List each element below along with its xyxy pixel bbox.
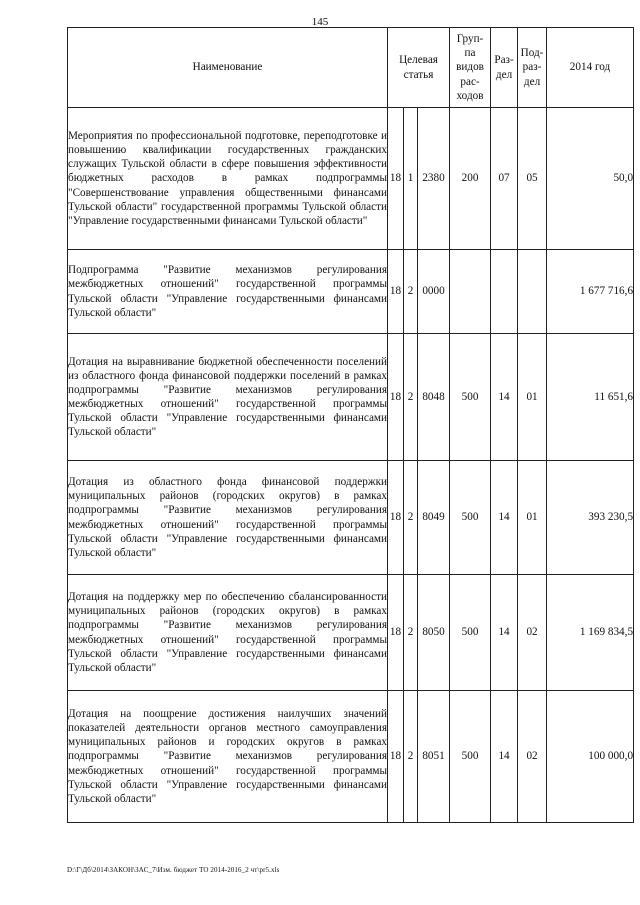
section: 14 xyxy=(491,691,518,823)
table-row xyxy=(68,691,634,823)
header-subsection-text: Под-раз-дел xyxy=(520,47,544,88)
header-group-text: Груп-па видов рас-ходов xyxy=(456,33,484,102)
target-code-2: 2 xyxy=(404,575,418,691)
budget-table xyxy=(67,27,634,823)
section: 14 xyxy=(491,575,518,691)
expense-group: 500 xyxy=(450,334,491,461)
header-name: Наименование xyxy=(68,28,388,108)
row-name: Дотация из областного фонда финансовой поддержки муниципальных районов (городских округов) в рамках подпрограммы "Развитие механизмов регулирования межбюджетных отношений" государственной программы Тульской области "Управление государственными финансами Тульской области" xyxy=(68,461,388,575)
header-group xyxy=(450,28,491,108)
header-target xyxy=(388,28,450,108)
expense-group: 500 xyxy=(450,691,491,823)
header-section xyxy=(491,28,518,108)
expense-group: 500 xyxy=(450,575,491,691)
target-code-1: 18 xyxy=(388,461,404,575)
row-name: Мероприятия по профессиональной подготовке, переподготовке и повышению квалификации государственных гражданских служащих Тульской области в сфере повышения эффективности бюджетных расходов в рамках подпрограммы "Совершенствование управления общественными финансами Тульской области" государственной программы Тульской области "Управление государственными финансами Тульской области" xyxy=(68,108,388,250)
subsection: 01 xyxy=(518,334,547,461)
expense-group xyxy=(450,250,491,334)
header-section-text: Раз-дел xyxy=(494,54,514,81)
page-number: 145 xyxy=(311,16,329,28)
subsection: 01 xyxy=(518,461,547,575)
target-code-3: 8050 xyxy=(418,575,450,691)
table-row xyxy=(68,461,634,575)
table-row xyxy=(68,575,634,691)
target-code-1: 18 xyxy=(388,575,404,691)
target-code-3: 8048 xyxy=(418,334,450,461)
header-subsection xyxy=(518,28,547,108)
target-code-1: 18 xyxy=(388,334,404,461)
subsection: 02 xyxy=(518,575,547,691)
expense-group: 200 xyxy=(450,108,491,250)
target-code-2: 2 xyxy=(404,250,418,334)
target-code-1: 18 xyxy=(388,250,404,334)
target-code-2: 2 xyxy=(404,691,418,823)
row-name: Дотация на выравнивание бюджетной обеспеченности поселений из областного фонда финансовой поддержки поселений в рамках подпрограммы "Развитие механизмов регулирования межбюджетных отношений" государственной программы Тульской области "Управление государственными финансами Тульской области" xyxy=(68,334,388,461)
section: 14 xyxy=(491,334,518,461)
target-code-3: 2380 xyxy=(418,108,450,250)
row-name: Дотация на поддержку мер по обеспечению сбалансированности муниципальных районов (городских округов) в рамках подпрограммы "Развитие механизмов регулирования межбюджетных отношений" государственной программы Тульской области "Управление государственными финансами Тульской области" xyxy=(68,575,388,691)
amount-2014: 393 230,5 xyxy=(547,461,634,575)
table-row xyxy=(68,108,634,250)
target-code-2: 2 xyxy=(404,334,418,461)
header-target-text: Целевая статья xyxy=(399,54,438,81)
target-code-3: 0000 xyxy=(418,250,450,334)
target-code-3: 8049 xyxy=(418,461,450,575)
subsection xyxy=(518,250,547,334)
section: 14 xyxy=(491,461,518,575)
amount-2014: 11 651,6 xyxy=(547,334,634,461)
section xyxy=(491,250,518,334)
amount-2014: 100 000,0 xyxy=(547,691,634,823)
subsection: 02 xyxy=(518,691,547,823)
expense-group: 500 xyxy=(450,461,491,575)
subsection: 05 xyxy=(518,108,547,250)
target-code-1: 18 xyxy=(388,108,404,250)
header-year: 2014 год xyxy=(547,28,634,108)
file-path-footer: D:\Г\Дб\2014\ЗАКОН\ЗАС_7\Изм. бюджет ТО 2014-2016_2 чт\pr5.xls xyxy=(67,866,280,874)
target-code-2: 2 xyxy=(404,461,418,575)
section: 07 xyxy=(491,108,518,250)
amount-2014: 50,0 xyxy=(547,108,634,250)
amount-2014: 1 677 716,6 xyxy=(547,250,634,334)
row-name: Подпрограмма "Развитие механизмов регулирования межбюджетных отношений" государственной программы Тульской области "Управление государственными финансами Тульской области" xyxy=(68,250,388,334)
target-code-1: 18 xyxy=(388,691,404,823)
target-code-3: 8051 xyxy=(418,691,450,823)
table-row xyxy=(68,250,634,334)
table-header-row xyxy=(68,28,634,108)
amount-2014: 1 169 834,5 xyxy=(547,575,634,691)
table-row xyxy=(68,334,634,461)
target-code-2: 1 xyxy=(404,108,418,250)
row-name: Дотация на поощрение достижения наилучших значений показателей деятельности органов местного самоуправления муниципальных районов и городских округов в рамках подпрограммы "Развитие механизмов регулирования межбюджетных отношений" государственной программы Тульской области "Управление государственными финансами Тульской области" xyxy=(68,691,388,823)
